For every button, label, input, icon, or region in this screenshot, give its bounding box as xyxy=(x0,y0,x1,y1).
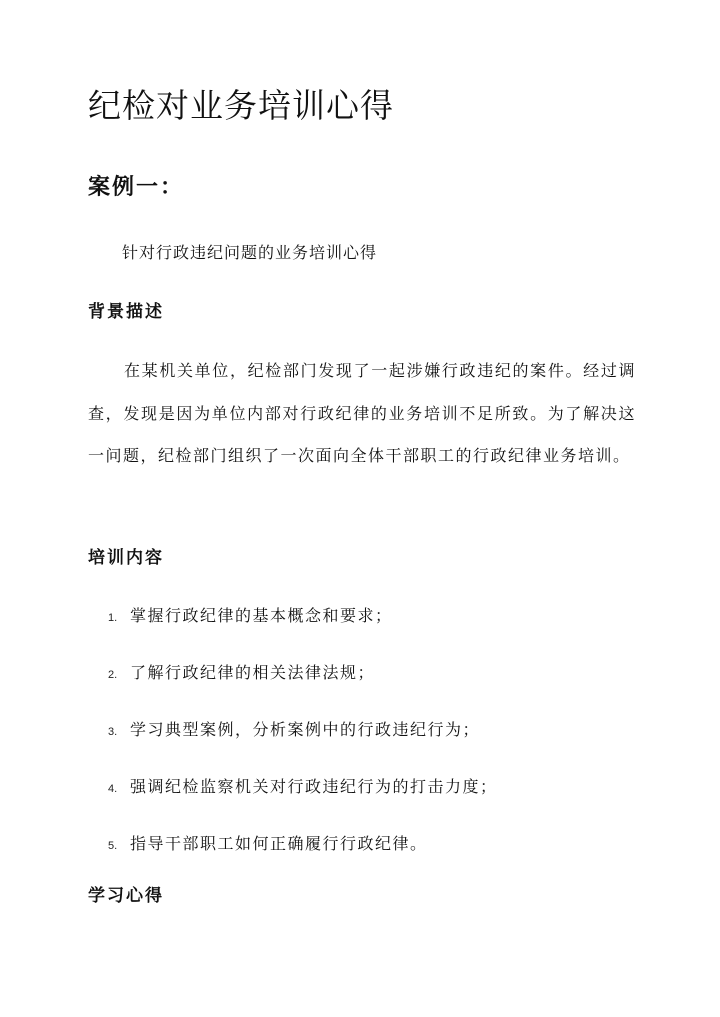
list-item xyxy=(108,828,498,885)
section-heading-background: 背景描述 xyxy=(88,302,164,322)
list-item-text: 学习典型案例，分析案例中的行政违纪行为； xyxy=(130,720,481,739)
list-item xyxy=(108,771,498,828)
list-item-text: 了解行政纪律的相关法律法规； xyxy=(130,663,376,682)
section-heading-learning-insights: 学习心得 xyxy=(88,886,164,906)
list-item-text: 强调纪检监察机关对行政违纪行为的打击力度； xyxy=(130,777,498,796)
list-item xyxy=(108,600,498,657)
training-content-list xyxy=(108,600,498,885)
list-item-number: 1. xyxy=(108,612,118,624)
list-item xyxy=(108,657,498,714)
case-heading: 案例一： xyxy=(88,175,185,200)
section-heading-training-content: 培训内容 xyxy=(88,548,164,568)
list-item-number: 5. xyxy=(108,840,118,852)
list-item-number: 4. xyxy=(108,783,118,795)
list-item-text: 指导干部职工如何正确履行行政纪律。 xyxy=(130,834,428,853)
list-item-number: 3. xyxy=(108,726,118,738)
list-item-text: 掌握行政纪律的基本概念和要求； xyxy=(130,606,393,625)
list-item xyxy=(108,714,498,771)
background-paragraph: 在某机关单位，纪检部门发现了一起涉嫌行政违纪的案件。经过调查，发现是因为单位内部对行政纪律的业务培训不足所致。为了解决这一问题，纪检部门组织了一次面向全体干部职工的行政纪律业务培训。 xyxy=(88,361,636,465)
case-subtitle: 针对行政违纪问题的业务培训心得 xyxy=(122,243,378,262)
document-title: 纪检对业务培训心得 xyxy=(88,86,394,125)
list-item-number: 2. xyxy=(108,669,118,681)
